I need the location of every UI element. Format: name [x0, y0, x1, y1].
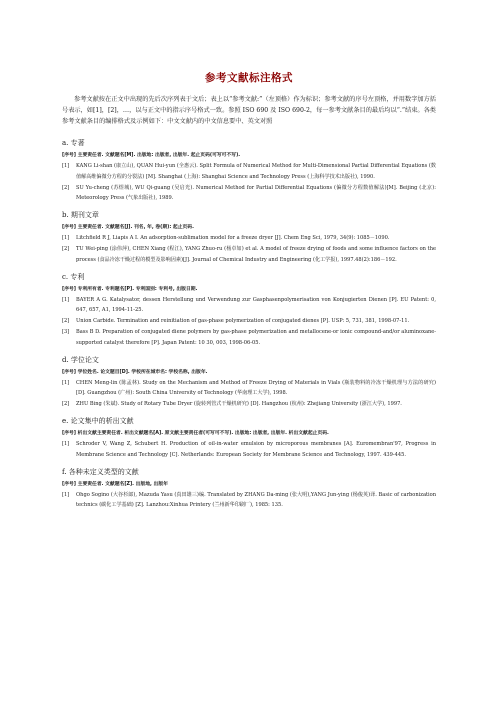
reference-section: [62, 415, 436, 459]
entry-number: [1]: [62, 163, 70, 170]
entry-text: TU Wei-ping (涂伟萍), CHEN Xiang (程江), YANG Zhuo-ru (杨卓如) et al. A model of freeze drying of foods and some influence factors on the process (食品冷冻干燥过程的模型及影响因素)[J]. Journal of Chemical Industry and Engineering (化工学报), 1997.48(2):186－192.: [76, 246, 436, 263]
entry-text: Ohgo Sogino (大谷杉郎), Mazuda Yasu (真田雄三)编. Translated by ZHANG Da-ming (张大明),YANG Jun-ying (杨俊英)译. Basic of carbonization technics (碳化工学基础) [Z]. Lanzhou:Xinhua Printery (兰州新华印刷厂), 1985: 135.: [76, 491, 436, 509]
entry-number: [1]: [62, 491, 70, 498]
reference-sections: [62, 137, 436, 510]
section-heading: c. 专利: [62, 272, 85, 281]
reference-entry: [62, 399, 436, 409]
reference-section: [62, 466, 436, 510]
section-heading: f. 各种未定义类型的文献: [62, 467, 139, 476]
entry-number: [2]: [62, 401, 70, 408]
reference-section: [62, 137, 436, 203]
entry-number: [2]: [62, 246, 70, 253]
reference-entry: [62, 233, 436, 243]
format-template: [序号] 主要责任者. 文献题名[Z]. 出版地, 出版年: [62, 481, 168, 487]
entry-text: KANG Li-shan (康立山), QUAN Hui-yun (全惠云). Split Formula of Numerical Method for Multi-Dimensional Partial Differential Equations (数值解高维偏微分方程的分裂法) [M]. Shanghai (上海): Shanghai Science and Technology Press (上海科学技术出版社), 1990.: [76, 163, 436, 180]
entry-text: ZHU Bing (朱斌). Study of Rotary Tube Dryer (旋转列管式干燥机研究) [D]. Hangzhou (杭州): Zhejiang University (浙江大学), 1997.: [76, 401, 402, 408]
reference-entry: [62, 327, 436, 347]
reference-entry: [62, 161, 436, 181]
entry-number: [1]: [62, 441, 70, 448]
reference-entry: [62, 244, 436, 264]
entry-number: [2]: [62, 318, 70, 325]
reference-section: [62, 271, 436, 348]
entry-number: [1]: [62, 235, 70, 242]
reference-entry: [62, 183, 436, 203]
reference-entry: [62, 378, 436, 398]
reference-section: [62, 209, 436, 265]
intro-paragraph: 参考文献按在正文中出现的先后次序列表于文后；表上以“参考文献:”（左顶格）作为标识；参考文献的序号左顶格，并用数字加方括号表示，如[1]，[2]，…，以与正文中的指示序号格式一致。参照 ISO 690 及 ISO 690-2，每一参考文献条目的最后均以“.”结束。各类参考文献条目的编排格式及示例如下：中文文献内的中文信息要中、英文对照: [62, 96, 436, 125]
section-heading: b. 期刊文章: [62, 211, 99, 220]
entry-text: Schroder V, Wang Z, Schubert H. Production of oil-in-water emulsion by microporous membranes [A]. Euromembran'97, Progress in Membrane Science and Technology [C]. Netherlands: European Society for Membrane Science and Technology, 1997. 439-445.: [76, 441, 436, 458]
section-heading: a. 专著: [62, 139, 85, 148]
entry-text: BAYER A G. Katalysator, dessen Herstellung und Verwendung zur Gasphasenpolymerisation von Konjugierten Dienen [P]. EU Patent: 0, 647, 657, A1, 1994-11-25.: [76, 296, 436, 314]
format-template: [序号] 主要责任者. 文献题名[M]. 出版地: 出版者, 出版年. 起止页码(可写可不写).: [62, 153, 241, 159]
entry-text: CHEN Meng-lin (陈孟林). Study on the Mechanism and Method of Freeze Drying of Materials in Vials (瓶装物料的冷冻干燥机理与方法的研究) [D]. Guangzhou (广州): South China University of Technology (华南理工大学), 1998.: [76, 379, 436, 397]
format-template: [序号] 专利所有者. 专利题名[P]. 专利国别: 专利号, 出版日期.: [62, 286, 198, 292]
format-template: [序号] 主要责任者. 文献题名[J]. 刊名, 年, 卷(期): 起止页码.: [62, 225, 194, 231]
entry-number: [1]: [62, 296, 70, 303]
reference-entry: [62, 316, 436, 326]
entry-text: Litchfield R J, Liapis A I. An adsorption-sublimation model for a freeze dryer [J]. Chem Eng Sci, 1979, 34(9): 1085－1090.: [76, 235, 390, 242]
entry-number: [1]: [62, 379, 70, 386]
format-template: [序号] 学位姓名. 论文题目[D]. 学校所在城市名: 学校名称, 出版年.: [62, 369, 208, 375]
entry-number: [3]: [62, 329, 70, 336]
section-heading: d. 学位论文: [62, 355, 99, 364]
entry-text: Bass B D. Preparation of conjugated diene polymers by gas-phase polymerization and metallocene-or ionic compound-and/or aluminoxane-supported catalyst therefore [P]. Japan Patent: 10 30, 003, 1998-06-05.: [76, 329, 436, 346]
entry-number: [2]: [62, 184, 70, 191]
section-heading: e. 论文集中的析出文献: [62, 417, 134, 426]
reference-entry: [62, 490, 436, 510]
page-title: 参考文献标注格式: [205, 72, 293, 84]
entry-text: SU Yu-cheng (苏煜城), WU Qi-guang (吴启光). Numerical Method for Partial Differential Equations (偏微分方程数值解法)[M]. Beijing (北京): Meteorology Press (气象出版社), 1989.: [76, 184, 436, 201]
entry-text: Union Carbide. Termination and reinitiation of gas-phase polymerization of conjugated dienes [P]. USP: 5, 731, 381, 1998-07-11.: [76, 318, 410, 325]
reference-entry: [62, 295, 436, 315]
reference-entry: [62, 439, 436, 459]
format-template: [序号] 析出文献主要责任者. 析出文献题名[A]. 原文献主要责任者(可写可不写). 出版地: 出版者, 出版年. 析出文献起止页码.: [62, 431, 329, 437]
reference-section: [62, 354, 436, 410]
